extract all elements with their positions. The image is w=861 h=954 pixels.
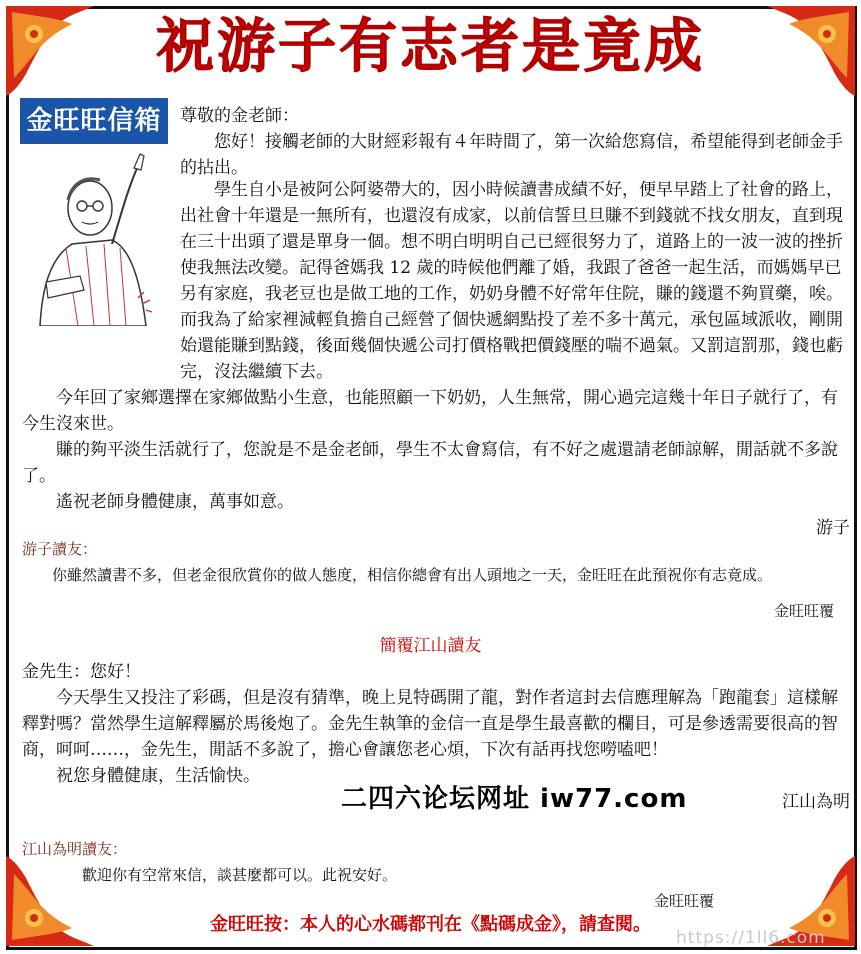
section-heading: 簡覆江山讀友 xyxy=(379,636,482,656)
letter-paragraph: 賺的夠平淡生活就行了，您說是不是金老師，學生不太會寫信，有不好之處還請老師諒解，閒話就不多說了。 xyxy=(22,440,838,486)
letter-salutation: 金先生：您好！ xyxy=(22,662,141,682)
column-label: 金旺旺信箱 xyxy=(20,98,168,144)
reply-signature: 金旺旺覆 xyxy=(653,892,714,910)
footer-url[interactable]: https://1ll6.com xyxy=(676,928,826,948)
reply-addressee: 游子讀友： xyxy=(22,540,98,558)
reply-signature: 金旺旺覆 xyxy=(773,602,834,620)
letter-closing: 遙祝老師身體健康，萬事如意。 xyxy=(56,492,294,512)
letter-body xyxy=(22,177,850,385)
letter-signature: 游子 xyxy=(816,518,850,538)
page-title: 祝游子有志者是竟成 xyxy=(155,12,705,80)
letter-closing: 祝您身體健康，生活愉快。 xyxy=(56,766,260,786)
letter-salutation-1 xyxy=(180,103,850,129)
letter-body-top xyxy=(180,129,850,181)
reply-block-1 xyxy=(22,536,834,624)
letter-body-cont xyxy=(22,385,850,541)
letter-paragraph: 學生自小是被阿公阿婆帶大的，因小時候讀書成績不好，便早早踏上了社會的路上，出社會十年還是一無所有，也還沒有成家，以前信誓旦旦賺不到錢就不找女朋友，直到現在三十出頭了還是單身一個。想不明白明明自己已經很努力了，道路上的一波一波的挫折使我無法改變。記得爸媽我 12 歲的時候他們離了婚，我跟了爸爸一起生活，而媽媽早已另有家庭，我老豆也是做工地的工作，奶奶身體不好常年住院，賺的錢還不夠買藥，唉。而我為了給家裡減輕負擔自己經營了個快遞網點投了差不多十萬元，承包區域派收，剛開始還能賺到點錢，後面幾個快遞公司打價格戰把價錢壓的喘不過氣。又罰這罰那，錢也虧完，沒法繼續下去。 xyxy=(180,180,843,382)
site-watermark: 二四六论坛网址 iw77.com xyxy=(341,784,688,814)
reply-block-2 xyxy=(22,836,834,914)
reply-text: 歡迎你有空常來信，談甚麼都可以。此祝安好。 xyxy=(82,866,398,884)
reply-addressee: 江山為明讀友： xyxy=(22,840,128,858)
letter-paragraph: 您好！接觸老師的大財經彩報有４年時間了，第一次給您寫信，希望能得到老師金手的拈出。 xyxy=(180,132,843,178)
letter-salutation: 尊敬的金老師： xyxy=(180,106,299,126)
letter-paragraph: 今年回了家鄉選擇在家鄉做點小生意，也能照顧一下奶奶，人生無常，開心過完這幾十年日子就行了，有今生沒來世。 xyxy=(22,388,838,434)
footer-note: 金旺旺按：本人的心水碼都刊在《點碼成金》，請查閱。 xyxy=(210,914,651,935)
letter-signature: 江山為明 xyxy=(782,792,850,812)
reply-text: 你雖然讀書不多，但老金很欣賞你的做人態度，相信你總會有出人頭地之一天，金旺旺在此預祝你有志竟成。 xyxy=(52,566,773,584)
letter-paragraph: 今天學生又投注了彩碼，但是沒有猜準，晚上見特碼開了龍，對作者這封去信應理解為「跑龍套」這樣解釋對嗎？當然學生這解釋屬於馬後炮了。金先生執筆的金信一直是學生最喜歡的欄目，可是參透需要很高的智商，呵呵……，金先生，閒話不多說了，擔心會讓您老心煩，下次有話再找您嘮嗑吧！ xyxy=(22,688,838,760)
